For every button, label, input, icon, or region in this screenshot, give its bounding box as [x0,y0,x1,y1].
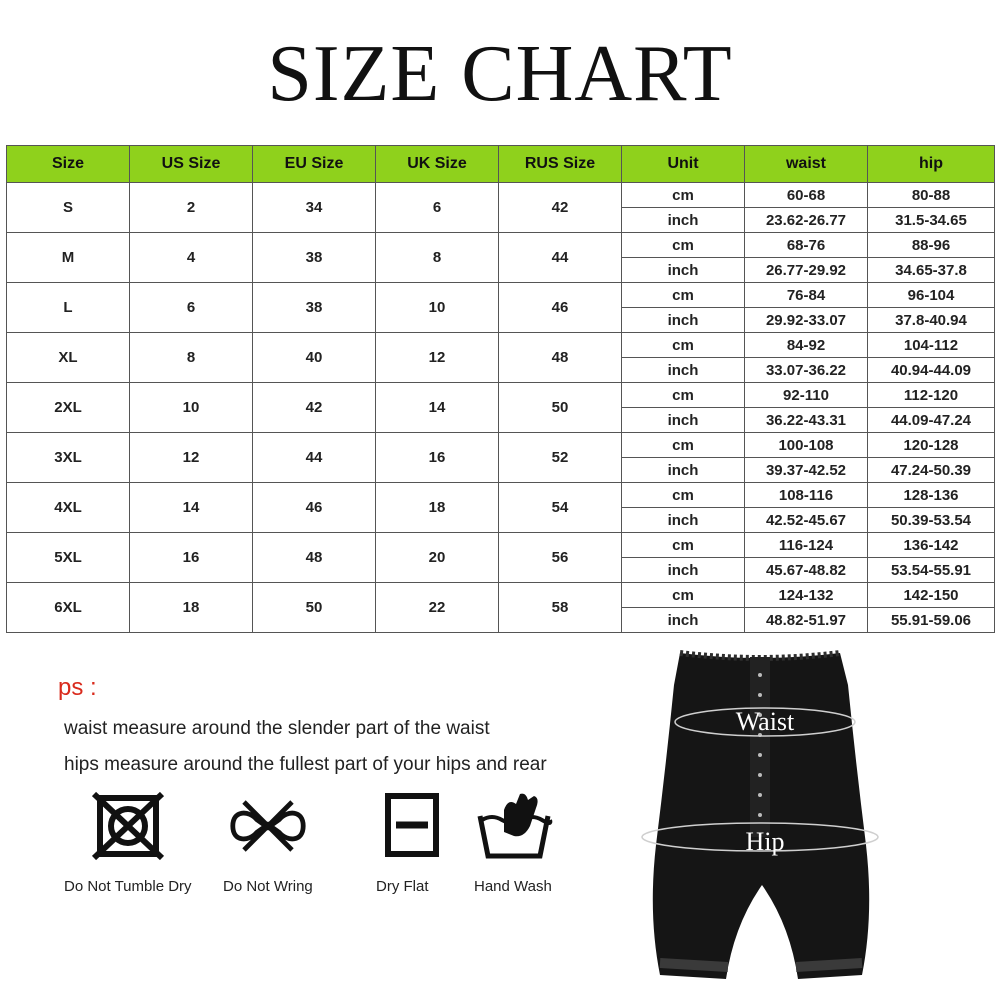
size-cell: M [7,233,130,283]
header-cell-us-size: US Size [130,146,253,183]
unit-cell: inch [622,358,745,383]
hip-inch-cell: 53.54-55.91 [868,558,995,583]
hips-note: hips measure around the fullest part of your hips and rear [64,754,547,775]
uk-size-cell: 22 [376,583,499,633]
page-title: SIZE CHART [267,30,733,118]
hip-inch-cell: 50.39-53.54 [868,508,995,533]
waist-inch-cell: 48.82-51.97 [745,608,868,633]
rus-size-cell: 52 [499,433,622,483]
hip-label: Hip [745,827,785,856]
eu-size-cell: 40 [253,333,376,383]
header-cell-hip: hip [868,146,995,183]
shapewear-garment-image [630,645,890,990]
table-row [7,583,995,608]
waist-note: waist measure around the slender part of the waist [64,718,490,739]
uk-size-cell: 16 [376,433,499,483]
hip-inch-cell: 44.09-47.24 [868,408,995,433]
care-label-wring: Do Not Wring [223,878,313,895]
table-row [7,383,995,408]
waist-cm-cell: 116-124 [745,533,868,558]
hip-cm-cell: 136-142 [868,533,995,558]
hip-inch-cell: 37.8-40.94 [868,308,995,333]
us-size-cell: 2 [130,183,253,233]
unit-cell: cm [622,283,745,308]
rus-size-cell: 58 [499,583,622,633]
unit-cell: inch [622,608,745,633]
hip-cm-cell: 80-88 [868,183,995,208]
rus-size-cell: 48 [499,333,622,383]
eu-size-cell: 42 [253,383,376,433]
table-row [7,183,995,208]
care-label-dry-flat: Dry Flat [376,878,429,895]
header-cell-unit: Unit [622,146,745,183]
header-cell-rus-size: RUS Size [499,146,622,183]
do-not-wring-icon [228,790,308,862]
hand-wash-icon [474,790,554,862]
waist-cm-cell: 84-92 [745,333,868,358]
unit-cell: inch [622,258,745,283]
care-label-tumble-dry: Do Not Tumble Dry [64,878,192,895]
hip-inch-cell: 55.91-59.06 [868,608,995,633]
waist-inch-cell: 29.92-33.07 [745,308,868,333]
hip-cm-cell: 88-96 [868,233,995,258]
unit-cell: cm [622,433,745,458]
waist-cm-cell: 68-76 [745,233,868,258]
size-cell: 5XL [7,533,130,583]
eu-size-cell: 44 [253,433,376,483]
uk-size-cell: 10 [376,283,499,333]
waist-cm-cell: 108-116 [745,483,868,508]
waist-cm-cell: 60-68 [745,183,868,208]
us-size-cell: 16 [130,533,253,583]
rus-size-cell: 46 [499,283,622,333]
waist-cm-cell: 100-108 [745,433,868,458]
care-label-hand-wash: Hand Wash [474,878,552,895]
hip-inch-cell: 34.65-37.8 [868,258,995,283]
hip-cm-cell: 142-150 [868,583,995,608]
us-size-cell: 8 [130,333,253,383]
size-table-body [7,183,995,633]
unit-cell: inch [622,458,745,483]
rus-size-cell: 44 [499,233,622,283]
waist-cm-cell: 124-132 [745,583,868,608]
unit-cell: cm [622,383,745,408]
unit-cell: inch [622,508,745,533]
header-cell-size: Size [7,146,130,183]
waist-inch-cell: 33.07-36.22 [745,358,868,383]
unit-cell: cm [622,483,745,508]
unit-cell: cm [622,183,745,208]
unit-cell: cm [622,533,745,558]
table-row [7,233,995,258]
hip-inch-cell: 40.94-44.09 [868,358,995,383]
uk-size-cell: 6 [376,183,499,233]
uk-size-cell: 18 [376,483,499,533]
eu-size-cell: 38 [253,233,376,283]
size-cell: 6XL [7,583,130,633]
eu-size-cell: 48 [253,533,376,583]
us-size-cell: 4 [130,233,253,283]
header-cell-waist: waist [745,146,868,183]
table-header-row [7,146,995,183]
uk-size-cell: 8 [376,233,499,283]
header-cell-eu-size: EU Size [253,146,376,183]
unit-cell: inch [622,558,745,583]
eu-size-cell: 46 [253,483,376,533]
us-size-cell: 14 [130,483,253,533]
unit-cell: cm [622,583,745,608]
hip-cm-cell: 128-136 [868,483,995,508]
unit-cell: inch [622,208,745,233]
waist-inch-cell: 45.67-48.82 [745,558,868,583]
eu-size-cell: 34 [253,183,376,233]
size-cell: 2XL [7,383,130,433]
waist-inch-cell: 42.52-45.67 [745,508,868,533]
size-cell: 3XL [7,433,130,483]
do-not-tumble-dry-icon [88,790,168,862]
unit-cell: cm [622,233,745,258]
rus-size-cell: 54 [499,483,622,533]
us-size-cell: 6 [130,283,253,333]
us-size-cell: 18 [130,583,253,633]
uk-size-cell: 20 [376,533,499,583]
table-row [7,283,995,308]
hip-cm-cell: 104-112 [868,333,995,358]
table-row [7,333,995,358]
uk-size-cell: 12 [376,333,499,383]
table-row [7,433,995,458]
size-cell: L [7,283,130,333]
hip-cm-cell: 112-120 [868,383,995,408]
hip-cm-cell: 120-128 [868,433,995,458]
us-size-cell: 12 [130,433,253,483]
header-cell-uk-size: UK Size [376,146,499,183]
size-cell: 4XL [7,483,130,533]
eu-size-cell: 38 [253,283,376,333]
waist-inch-cell: 39.37-42.52 [745,458,868,483]
uk-size-cell: 14 [376,383,499,433]
eu-size-cell: 50 [253,583,376,633]
waist-inch-cell: 23.62-26.77 [745,208,868,233]
waist-cm-cell: 92-110 [745,383,868,408]
us-size-cell: 10 [130,383,253,433]
rus-size-cell: 56 [499,533,622,583]
hip-inch-cell: 47.24-50.39 [868,458,995,483]
waist-label: Waist [735,707,795,736]
ps-label: ps : [58,674,97,701]
size-cell: XL [7,333,130,383]
unit-cell: inch [622,408,745,433]
hip-cm-cell: 96-104 [868,283,995,308]
dry-flat-icon [372,790,452,862]
hip-inch-cell: 31.5-34.65 [868,208,995,233]
waist-cm-cell: 76-84 [745,283,868,308]
size-cell: S [7,183,130,233]
unit-cell: inch [622,308,745,333]
waist-inch-cell: 26.77-29.92 [745,258,868,283]
unit-cell: cm [622,333,745,358]
rus-size-cell: 50 [499,383,622,433]
size-table [6,145,995,633]
table-row [7,533,995,558]
rus-size-cell: 42 [499,183,622,233]
table-row [7,483,995,508]
waist-inch-cell: 36.22-43.31 [745,408,868,433]
